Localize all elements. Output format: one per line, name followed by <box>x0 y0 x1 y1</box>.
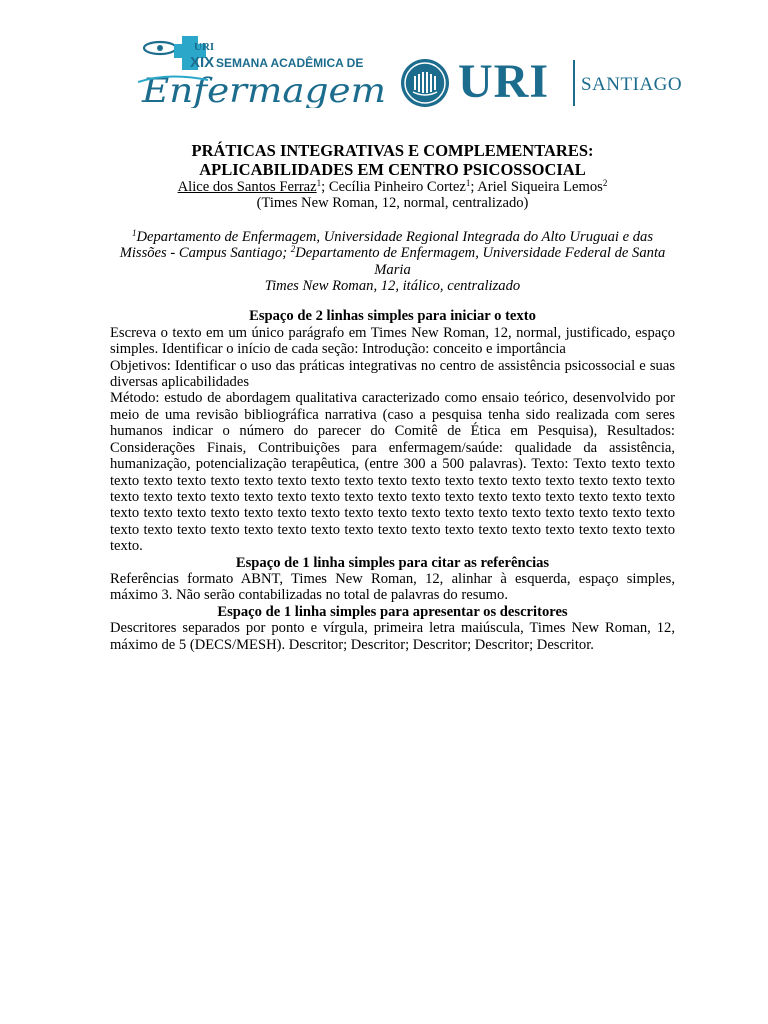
author-3: ; Ariel Siqueira Lemos <box>470 179 603 195</box>
heading-text-start: Espaço de 2 linhas simples para iniciar o texto <box>249 308 536 325</box>
uri-campus-label: SANTIAGO <box>581 74 683 95</box>
paragraph-references: Referências formato ABNT, Times New Roman, 12, alinhar à esquerda, espaço simples, máximo 3. Não serão contabilizadas no total de palavras do resumo. <box>110 570 675 604</box>
author-1: Alice dos Santos Ferraz <box>177 179 317 195</box>
event-small-label: URI <box>194 41 215 53</box>
event-edition: XIX <box>190 54 215 71</box>
logo-dot-icon <box>157 45 163 51</box>
title-line-2: APLICABILIDADES EM CENTRO PSICOSSOCIAL <box>199 159 586 179</box>
event-logo <box>138 36 400 108</box>
author-2-sup: 1 <box>465 178 471 188</box>
event-name: SEMANA ACADÊMICA DE <box>216 56 364 70</box>
affiliations <box>110 229 675 278</box>
uri-divider <box>573 60 575 106</box>
heading-references: Espaço de 1 linha simples para citar as referências <box>235 554 550 571</box>
heading-descriptors: Espaço de 1 linha simples para apresentar os descritores <box>217 603 568 620</box>
paragraph-descriptors: Descritores separados por ponto e vírgula, primeira letra maiúscula, Times New Roman, 12, máximo de 5 (DECS/MESH). Descritor; Descritor; Descritor; Descritor; Descritor. <box>110 620 675 653</box>
affil-1-text: Departamento de Enfermagem, Universidade Regional Integrada do Alto Uruguai e das Missões - Campus Santiago; <box>119 228 654 262</box>
paragraph-intro: Escreva o texto em um único parágrafo em Times New Roman, 12, normal, justificado, espaço simples. Identificar o início de cada seção: Introdução: conceito e importância <box>110 324 675 358</box>
abstract-body <box>110 142 675 653</box>
uri-wordmark: URI <box>458 55 550 108</box>
uri-seal-icon <box>400 58 450 108</box>
event-script-word: Enfermagem <box>140 71 386 108</box>
author-1-sup: 1 <box>316 178 322 188</box>
title-line-1: PRÁTICAS INTEGRATIVAS E COMPLEMENTARES: <box>191 141 594 160</box>
affiliation-format-note: Times New Roman, 12, itálico, centralizado <box>264 278 521 295</box>
header-logos <box>110 30 683 110</box>
authors-format-note: (Times New Roman, 12, normal, centralizado) <box>256 195 529 212</box>
affil-2-sup: 2 <box>290 244 296 255</box>
author-3-sup: 2 <box>602 178 608 188</box>
affil-2-text: Departamento de Enfermagem, Universidade Federal de Santa Maria <box>295 245 666 278</box>
authors-line <box>110 179 675 195</box>
paragraph-objectives: Objetivos: Identificar o uso das práticas integrativas no centro de assistência psicossocial e suas diversas aplicabilidades <box>110 357 675 391</box>
uri-logo <box>400 55 683 110</box>
affil-1-sup: 1 <box>131 227 137 238</box>
paragraph-method: Método: estudo de abordagem qualitativa caracterizado como ensaio teórico, desenvolvido por meio de uma revisão bibliográfica narrativa (caso a pesquisa tenha sido realizada com seres humanos indicar o número do parecer do Comitê de Ética em Pesquisa), Resultados: Considerações Finais, Contribuições para enfermagem/saúde: qualidade da assistência, humanização, potencialização terapêutica, (entre 300 a 500 palavras). Texto: Texto texto texto texto texto texto texto texto texto texto texto texto texto texto texto texto texto texto texto texto texto texto texto texto texto texto texto texto texto texto texto texto texto texto texto texto texto texto texto texto texto texto texto texto texto texto texto texto texto texto texto texto texto texto texto texto texto texto texto texto texto texto texto texto texto texto texto texto texto texto texto texto. <box>110 390 675 555</box>
author-2: ; Cecília Pinheiro Cortez <box>321 179 466 195</box>
